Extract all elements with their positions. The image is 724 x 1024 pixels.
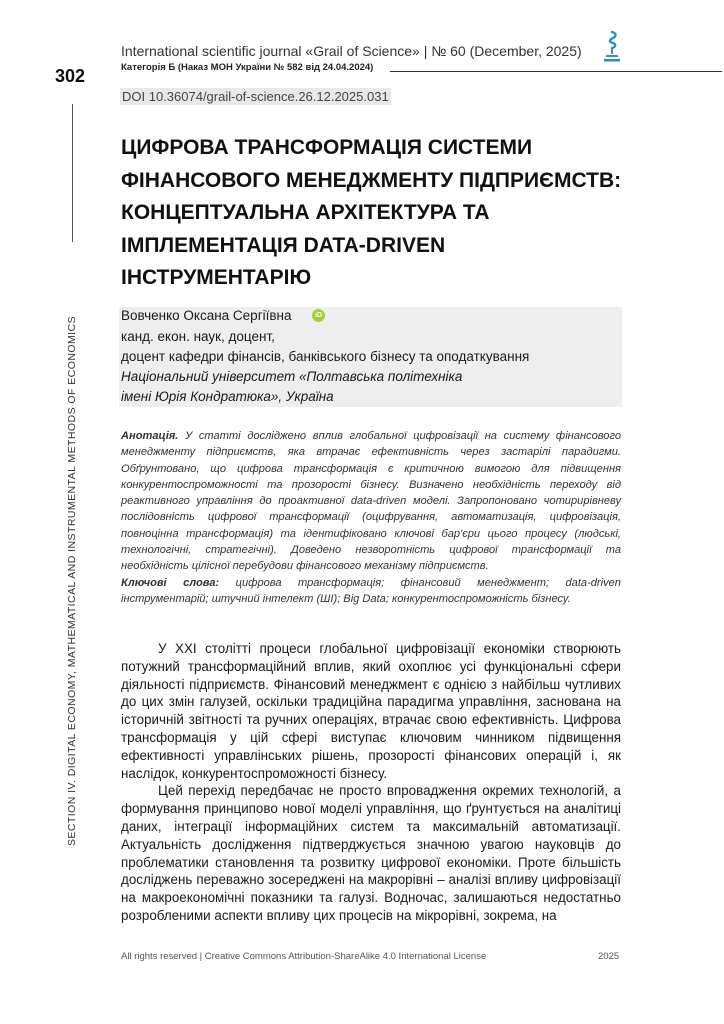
abstract-text: У статті досліджено вплив глобальної цифровізації на систему фінансового менеджменту підприємств, яка втрачає ефективність через застарілі парадигми. Обґрунтовано, що цифрова трансформація є критичною вимогою для підвищення конкурентоспроможності та прозорості бізнесу. Визначено необхідність переходу від реактивного управління до проактивної data-driven моделі. Запропоновано чотирирівневу послідовність цифрової трансформації (оцифрування, автоматизація, цифровізація, повноцінна трансформація) та ідентифіковано ключові бар'єри цього процесу (людські, технологічні, стратегічні). Доведено незворотність цифрової трансформації та необхідність цілісної перебудови фінансового механізму підприємств. <box>121 430 621 573</box>
page-number: 302 <box>55 66 86 86</box>
author-affiliation-line-2: імені Юрія Кондратюка», Україна <box>121 389 334 404</box>
article-title: ЦИФРОВА ТРАНСФОРМАЦІЯ СИСТЕМИ ФІНАНСОВОГО МЕНЕДЖМЕНТУ ПІДПРИЄМСТВ: КОНЦЕПТУАЛЬНА АРХІТЕКТУРА ТА ІМПЛЕМЕНТАЦІЯ DATA-DRIVEN ІНСТРУМЕНТАРІЮ <box>121 136 622 289</box>
header-divider <box>390 71 722 72</box>
doi-link[interactable]: DOI 10.36074/grail-of-science.26.12.2025.031 <box>122 89 389 104</box>
body-paragraph: Цей перехід передбачає не просто впровадження окремих технологій, а формування принципово нової моделі управління, що ґрунтується на аналітиці даних, інтеграції інформаційних систем та максимальній автоматизації. Актуальність дослідження підтверджується значною увагою науковців до проблематики становлення та розвитку цифрової економіки. Проте більшість досліджень переважно зосереджені на макрорівні – аналізі впливу цифровізації на макроекономічні показники та галузі. Водночас, залишаються недостатньо розробленими аспекти впливу цих процесів на мікрорівні, зокрема, на <box>121 783 621 923</box>
side-divider <box>72 104 73 242</box>
abstract-block <box>121 428 621 607</box>
journal-header: International scientific journal «Grail of Science» | № 60 (December, 2025) <box>121 43 582 59</box>
article-body <box>121 640 621 925</box>
orcid-icon[interactable]: iD <box>312 309 325 322</box>
author-degree: канд. екон. наук, доцент, <box>121 329 275 344</box>
footer-license: All rights reserved | Creative Commons Attribution-ShareAlike 4.0 International License <box>121 951 487 962</box>
keywords-label: Ключові слова: <box>121 576 220 589</box>
footer-year: 2025 <box>598 951 620 962</box>
keywords-text: цифрова трансформація; фінансовий менеджмент; data-driven інструментарій; штучний інтелект (ШІ); Big Data; конкурентоспроможність бізнесу. <box>121 576 621 605</box>
section-label-text: SECTION IV. DIGITAL ECONOMY, MATHEMATICAL AND INSTRUMENTAL METHODS OF ECONOMICS <box>66 315 78 847</box>
author-name: Вовченко Оксана Сергіївна <box>121 308 292 323</box>
journal-logo-icon <box>602 30 622 66</box>
author-affiliation-line-1: Національний університет «Полтавська політехніка <box>121 369 463 384</box>
abstract-label: Анотація. <box>121 430 179 442</box>
grail-logo-mark <box>604 32 620 62</box>
author-position: доцент кафедри фінансів, банківського бізнесу та оподаткування <box>121 349 530 364</box>
body-paragraph: У XXI столітті процеси глобальної цифровізації економіки створюють потужний трансформаційний вплив, який охоплює усі функціональні сфери діяльності підприємств. Фінансовий менеджмент є однією з найбільш чутливих до цих змін галузей, оскільки традиційна парадигма управління, заснована на історичній звітності та ручних операціях, втрачає свою ефективність. Цифрова трансформація у цій сфері виступає ключовим чинником підвищення ефективності управлінських рішень, прозорості фінансових операцій і, як наслідок, конкурентоспроможності бізнесу. <box>121 641 621 781</box>
journal-category: Категорія Б (Наказ МОН України № 582 від 24.04.2024) <box>121 62 374 73</box>
